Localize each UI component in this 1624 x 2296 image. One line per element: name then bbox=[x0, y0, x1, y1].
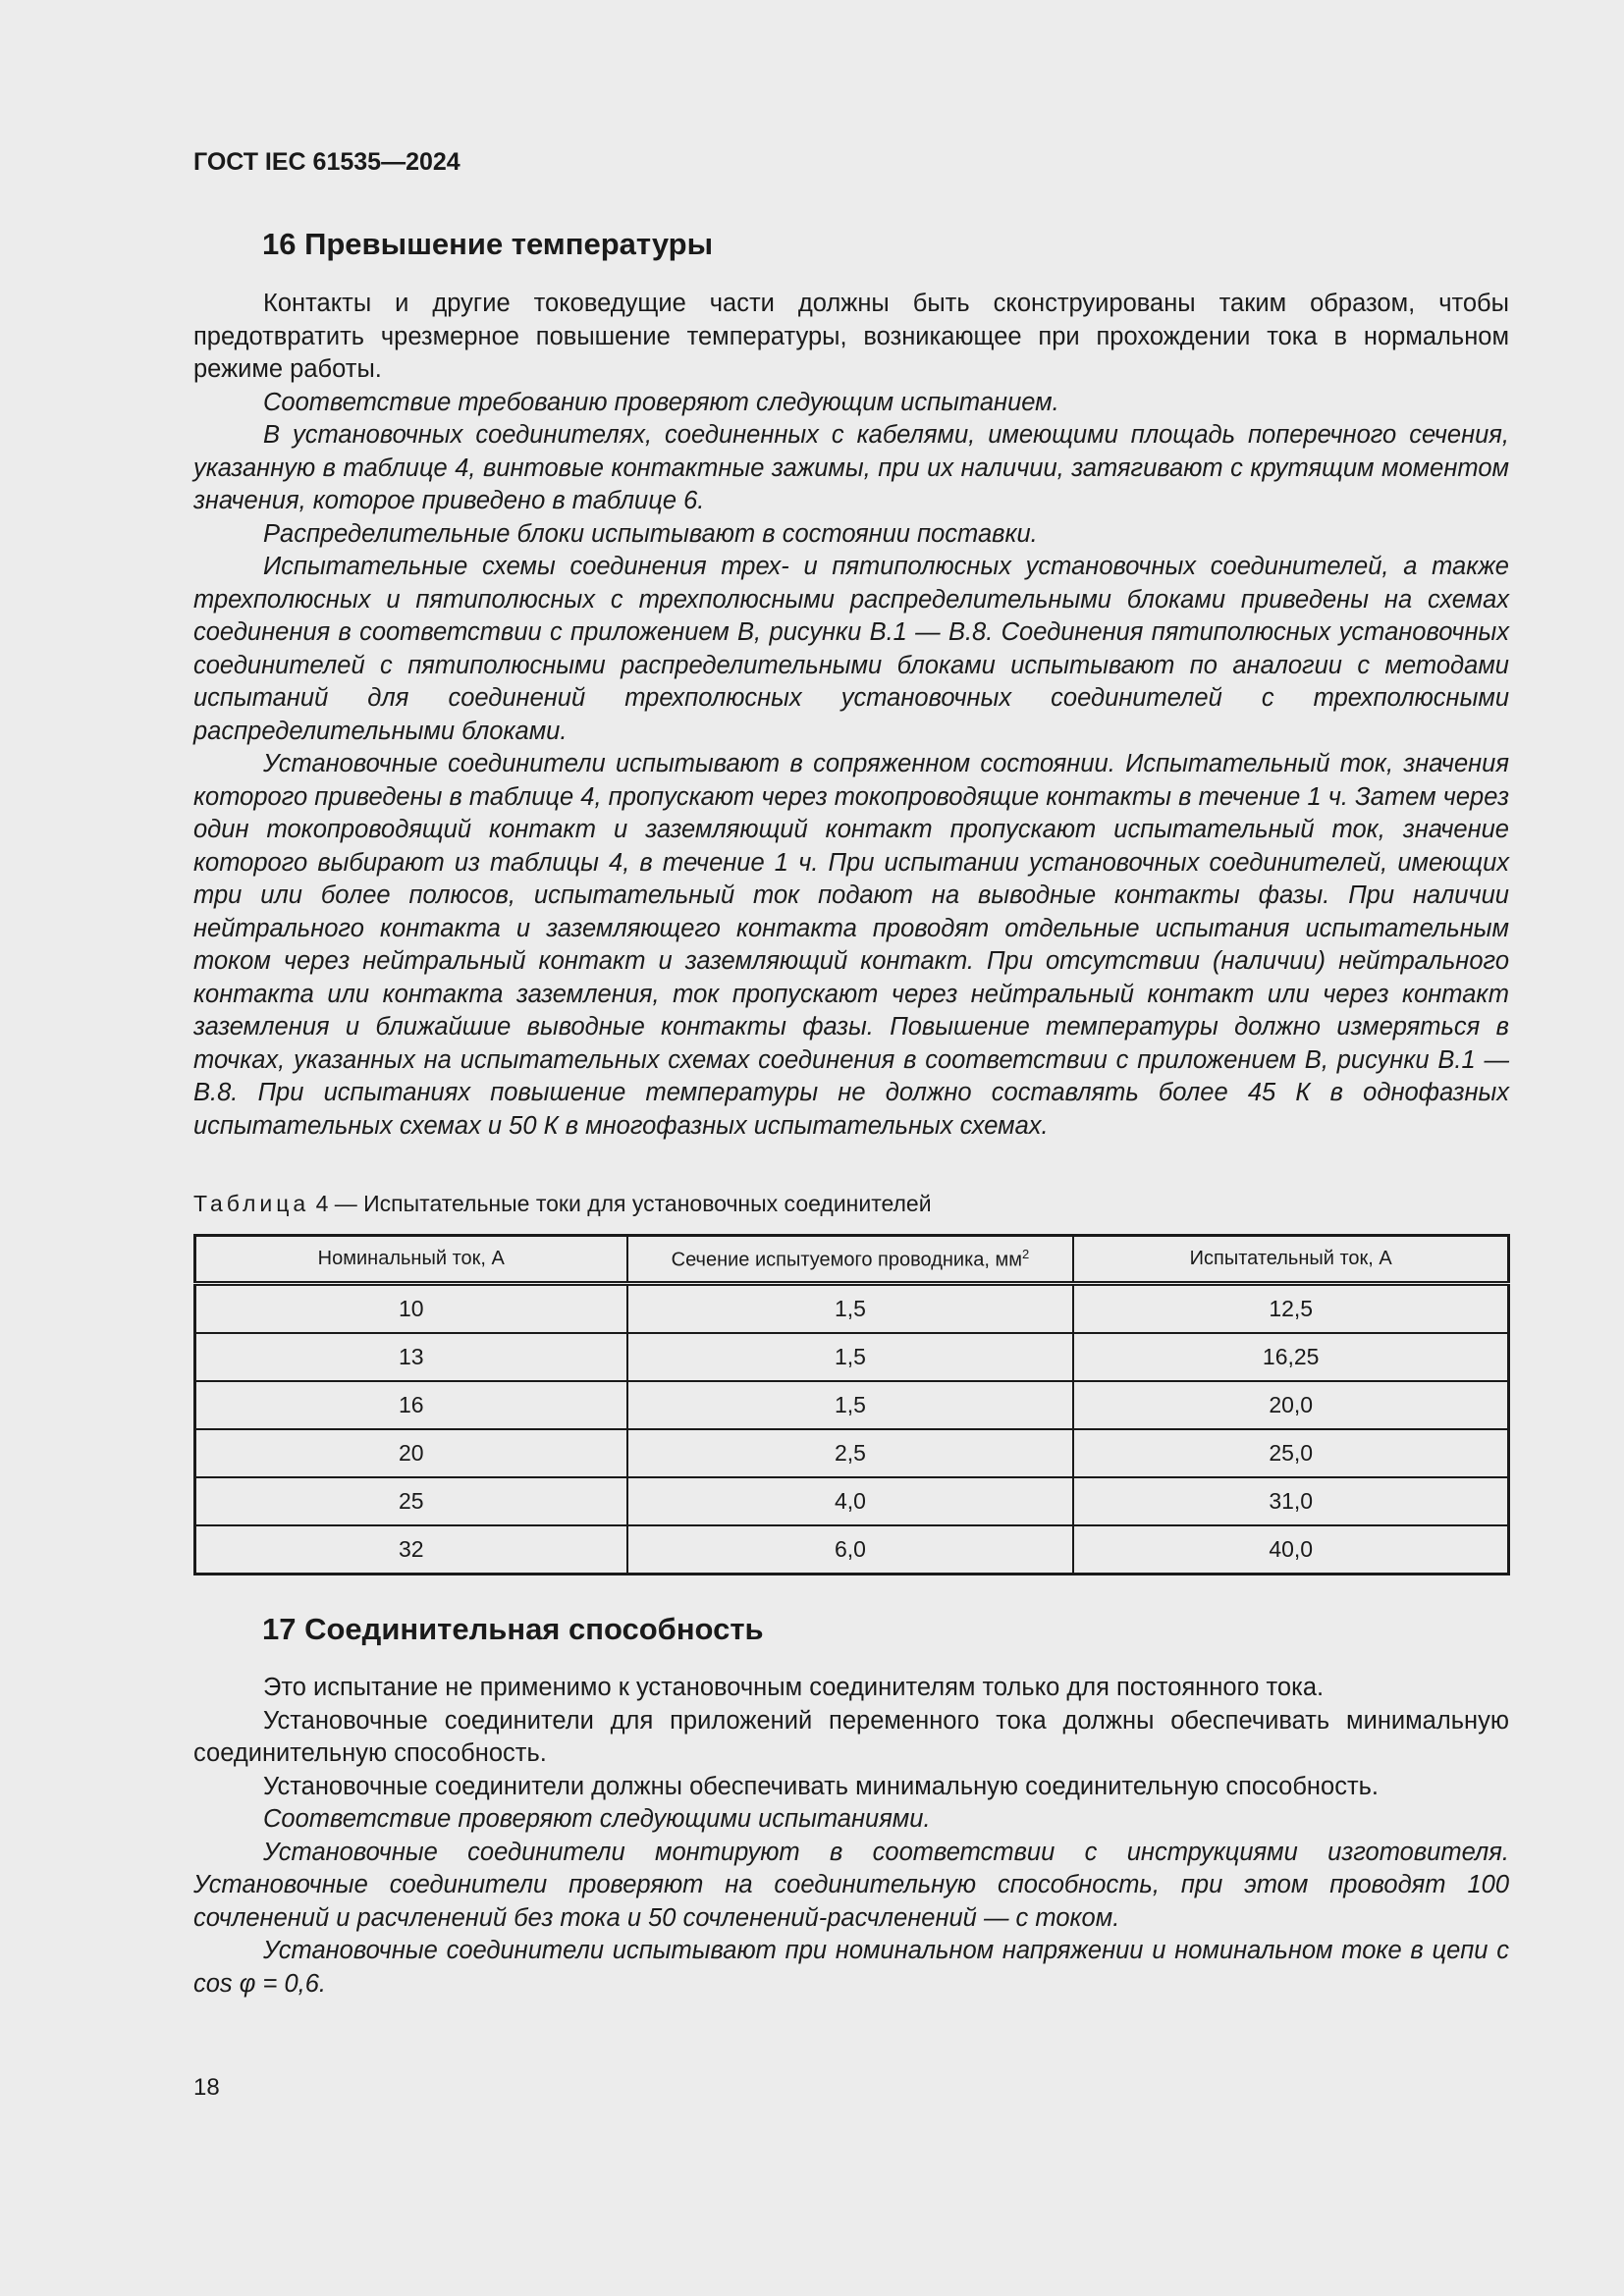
cell-conductor-section: 2,5 bbox=[627, 1429, 1074, 1477]
paragraph: Установочные соединители испытывают при номинальном напряжении и номинальном токе в цепи с cos φ = 0,6. bbox=[193, 1937, 1509, 1998]
page-number: 18 bbox=[193, 2074, 220, 2101]
table-caption-title: 4 — Испытательные токи для установочных соединителей bbox=[309, 1191, 932, 1216]
cell-test-current: 20,0 bbox=[1073, 1381, 1508, 1429]
table-row bbox=[195, 1381, 1509, 1429]
table-header-row bbox=[195, 1236, 1509, 1284]
header-test-current: Испытательный ток, А bbox=[1073, 1236, 1508, 1284]
header-superscript: 2 bbox=[1022, 1246, 1030, 1261]
cell-test-current: 12,5 bbox=[1073, 1284, 1508, 1334]
cell-conductor-section: 6,0 bbox=[627, 1525, 1074, 1575]
cell-conductor-section: 1,5 bbox=[627, 1381, 1074, 1429]
cell-test-current: 31,0 bbox=[1073, 1477, 1508, 1525]
header-conductor-section-label: Сечение испытуемого проводника, мм bbox=[671, 1249, 1023, 1271]
cell-rated-current: 16 bbox=[195, 1381, 627, 1429]
paragraph: Установочные соединители монтируют в соответствии с инструкциями изготовителя. Установочные соединители проверяют на соединительную способность, при этом проводят 100 сочленений и расчленений без тока и 50 сочленений-расчленений — с током. bbox=[193, 1838, 1509, 1932]
table-caption-label: Таблица bbox=[193, 1191, 310, 1216]
cell-rated-current: 10 bbox=[195, 1284, 627, 1334]
table-4-caption bbox=[193, 1191, 932, 1217]
paragraph: В установочных соединителях, соединенных с кабелями, имеющими площадь поперечного сечения, указанную в таблице 4, винтовые контактные зажимы, при их наличии, затягивают с крутящим моментом значения, которое приведено в таблице 6. bbox=[193, 421, 1509, 514]
cell-rated-current: 25 bbox=[195, 1477, 627, 1525]
cell-test-current: 40,0 bbox=[1073, 1525, 1508, 1575]
cell-conductor-section: 4,0 bbox=[627, 1477, 1074, 1525]
document-header: ГОСТ IEC 61535—2024 bbox=[193, 148, 460, 176]
table-row bbox=[195, 1333, 1509, 1381]
cell-rated-current: 13 bbox=[195, 1333, 627, 1381]
table-4 bbox=[193, 1234, 1510, 1575]
cell-test-current: 16,25 bbox=[1073, 1333, 1508, 1381]
header-rated-current: Номинальный ток, А bbox=[195, 1236, 627, 1284]
paragraph: Это испытание не применимо к установочным соединителям только для постоянного тока. bbox=[263, 1674, 1325, 1701]
table-row bbox=[195, 1525, 1509, 1575]
cell-test-current: 25,0 bbox=[1073, 1429, 1508, 1477]
paragraph: Установочные соединители должны обеспечивать минимальную соединительную способность. bbox=[263, 1772, 1379, 1800]
paragraph: Установочные соединители испытывают в сопряженном состоянии. Испытательный ток, значения которого приведены в таблице 4, пропускают через токопроводящие контакты в течение 1 ч. Затем через один токопроводящий контакт и заземляющий контакт пропускают испытательный ток, значение которого выбирают из таблицы 4, в течение 1 ч. При испытании установочных соединителей, имеющих три или более полюсов, испытательный ток подают на выводные контакты фазы. При наличии нейтрального контакта и заземляющего контакта проводят отдельные испытания испытательным током через нейтральный контакт и заземляющий контакт. При отсутствии (наличии) нейтрального контакта или контакта заземления, ток пропускают через нейтральный контакт или через контакт заземления и ближайшие выводные контакты фазы. Повышение температуры должно измеряться в точках, указанных на испытательных схемах соединения в соответствии с приложением В, рисунки В.1 — В.8. При испытаниях повышение температуры не должно составлять более 45 К в однофазных испытательных схемах и 50 К в многофазных испытательных схемах. bbox=[193, 750, 1509, 1140]
header-conductor-section bbox=[627, 1236, 1074, 1284]
paragraph: Распределительные блоки испытывают в состоянии поставки. bbox=[263, 519, 1038, 548]
cell-conductor-section: 1,5 bbox=[627, 1284, 1074, 1334]
paragraph: Соответствие требованию проверяют следующим испытанием. bbox=[263, 388, 1059, 416]
cell-rated-current: 20 bbox=[195, 1429, 627, 1477]
paragraph: Контакты и другие токоведущие части должны быть сконструированы таким образом, чтобы предотвратить чрезмерное повышение температуры, возникающее при прохождении тока в нормальном режиме работы. bbox=[193, 290, 1509, 383]
section-17-body bbox=[193, 1672, 1509, 2001]
section-17-title: 17 Соединительная способность bbox=[262, 1612, 764, 1646]
cell-conductor-section: 1,5 bbox=[627, 1333, 1074, 1381]
section-16-body bbox=[193, 288, 1509, 1143]
section-16-title: 16 Превышение температуры bbox=[262, 227, 714, 261]
paragraph: Испытательные схемы соединения трех- и пятиполюсных установочных соединителей, а также трехполюсных и пятиполюсных с трехполюсными распределительными блоками приведены на схемах соединения в соответствии с приложением В, рисунки В.1 — В.8. Соединения пятиполюсных установочных соединителей с пятиполюсными распределительными блоками испытывают по аналогии с методами испытаний для соединений трехполюсных установочных соединителей с трехполюсными распределительными блоками. bbox=[193, 553, 1509, 745]
cell-rated-current: 32 bbox=[195, 1525, 627, 1575]
paragraph: Установочные соединители для приложений переменного тока должны обеспечивать минимальную соединительную способность. bbox=[193, 1706, 1509, 1767]
table-row bbox=[195, 1477, 1509, 1525]
paragraph: Соответствие проверяют следующими испытаниями. bbox=[263, 1805, 931, 1833]
table-row bbox=[195, 1284, 1509, 1334]
table-row bbox=[195, 1429, 1509, 1477]
